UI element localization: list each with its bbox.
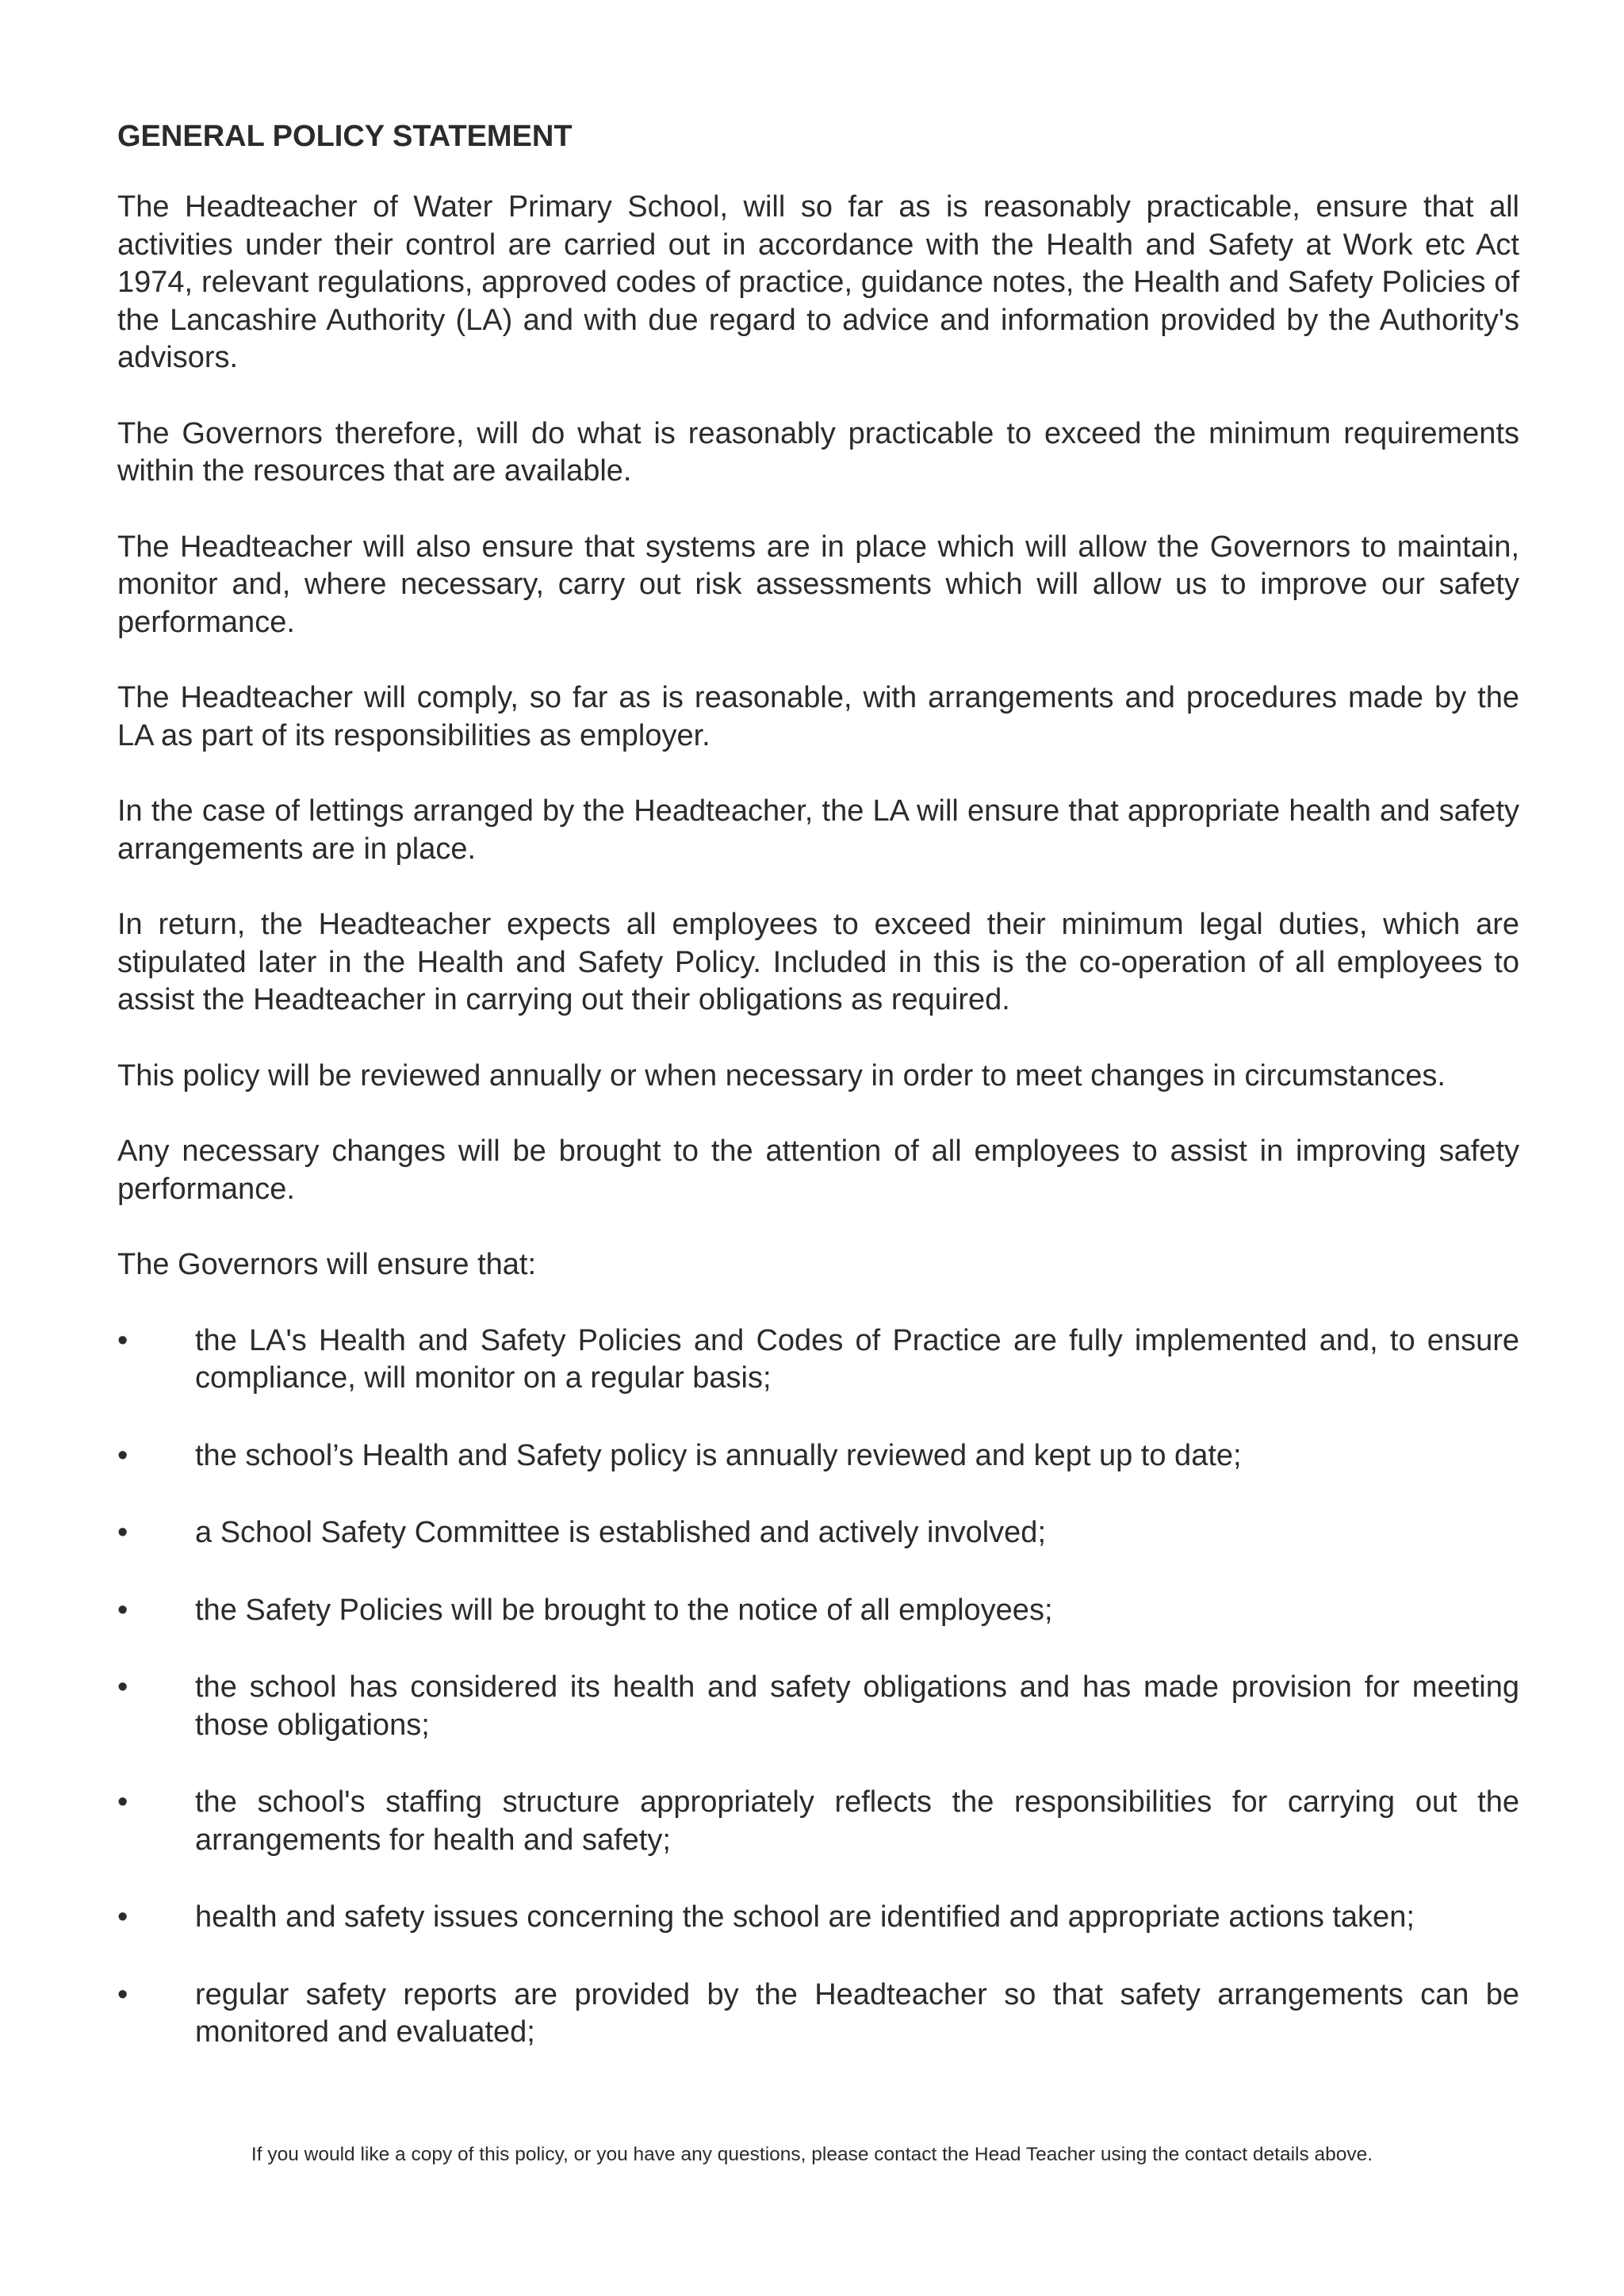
bullet-icon: • [117,1323,128,1357]
list-item-text: a School Safety Committee is established and actively involved; [195,1516,1046,1549]
list-item-text: the LA's Health and Safety Policies and Codes of Practice are fully implemented and, to ensure compliance, will monitor on a regular basis; [195,1323,1519,1395]
list-item-text: regular safety reports are provided by the Headteacher so that safety arrangements can be monitored and evaluated; [195,1977,1519,2049]
list-item-text: the school's staffing structure appropriately reflects the responsibilities for carrying out the arrangements for health and safety; [195,1785,1519,1857]
paragraph-changes: Any necessary changes will be brought to the attention of all employees to assist in improving safety performance. [117,1135,1519,1206]
paragraph-lettings: In the case of lettings arranged by the Headteacher, the LA will ensure that appropriate health and safety arrangements are in place. [117,794,1519,866]
bullet-icon: • [117,1593,128,1627]
bullet-icon: • [117,1516,128,1549]
paragraph-governors-requirements: The Governors therefore, will do what is reasonably practicable to exceed the minimum requirements within the resources that are available. [117,416,1519,488]
list-item [117,1322,1519,1398]
bullet-icon: • [117,1785,128,1819]
bullet-icon: • [117,1977,128,2011]
list-item-text: the Safety Policies will be brought to the notice of all employees; [195,1593,1053,1627]
paragraph-governors-ensure: The Governors will ensure that: [117,1248,537,1281]
list-item [117,1784,1519,1859]
list-item-text: health and safety issues concerning the school are identified and appropriate actions taken; [195,1900,1415,1934]
list-item [117,1437,1519,1475]
list-item [117,1976,1519,2052]
paragraph-systems: The Headteacher will also ensure that systems are in place which will allow the Governors to maintain, monitor and, where necessary, carry out risk assessments which will allow us to improve our safety performance. [117,530,1519,639]
list-item [117,1899,1519,1937]
paragraph-review: This policy will be reviewed annually or when necessary in order to meet changes in circumstances. [117,1058,1446,1093]
list-item [117,1669,1519,1744]
bullet-icon: • [117,1438,128,1472]
list-item-text: the school has considered its health and safety obligations and has made provision for meeting those obligations; [195,1670,1519,1742]
paragraph-employees: In return, the Headteacher expects all employees to exceed their minimum legal duties, which are stipulated later in the Health and Safety Policy. Included in this is the co-operation of all employees to assist the Headteacher in carrying out their obligations as required. [117,908,1519,1016]
list-item-text: the school’s Health and Safety policy is annually reviewed and kept up to date; [195,1438,1242,1472]
governors-duties-list [117,1322,1519,2052]
page-footer: If you would like a copy of this policy, or you have any questions, please contact the Head Teacher using the contact details above. [251,2144,1373,2165]
paragraph-intro: The Headteacher of Water Primary School, will so far as is reasonably practicable, ensure that all activities under their control are carried out in accordance with the Health and Safety at Work etc Act 1974, relevant regulations, approved codes of practice, guidance notes, the Health and Safety Policies of the Lancashire Authority (LA) and with due regard to advice and information provided by the Authority's advisors. [117,190,1519,374]
paragraph-comply: The Headteacher will comply, so far as is reasonable, with arrangements and procedures made by the LA as part of its responsibilities as employer. [117,681,1519,752]
list-item [117,1514,1519,1552]
document-page [117,117,1519,2091]
bullet-icon: • [117,1900,128,1934]
bullet-icon: • [117,1670,128,1704]
list-item [117,1592,1519,1630]
page-title: GENERAL POLICY STATEMENT [117,120,573,153]
